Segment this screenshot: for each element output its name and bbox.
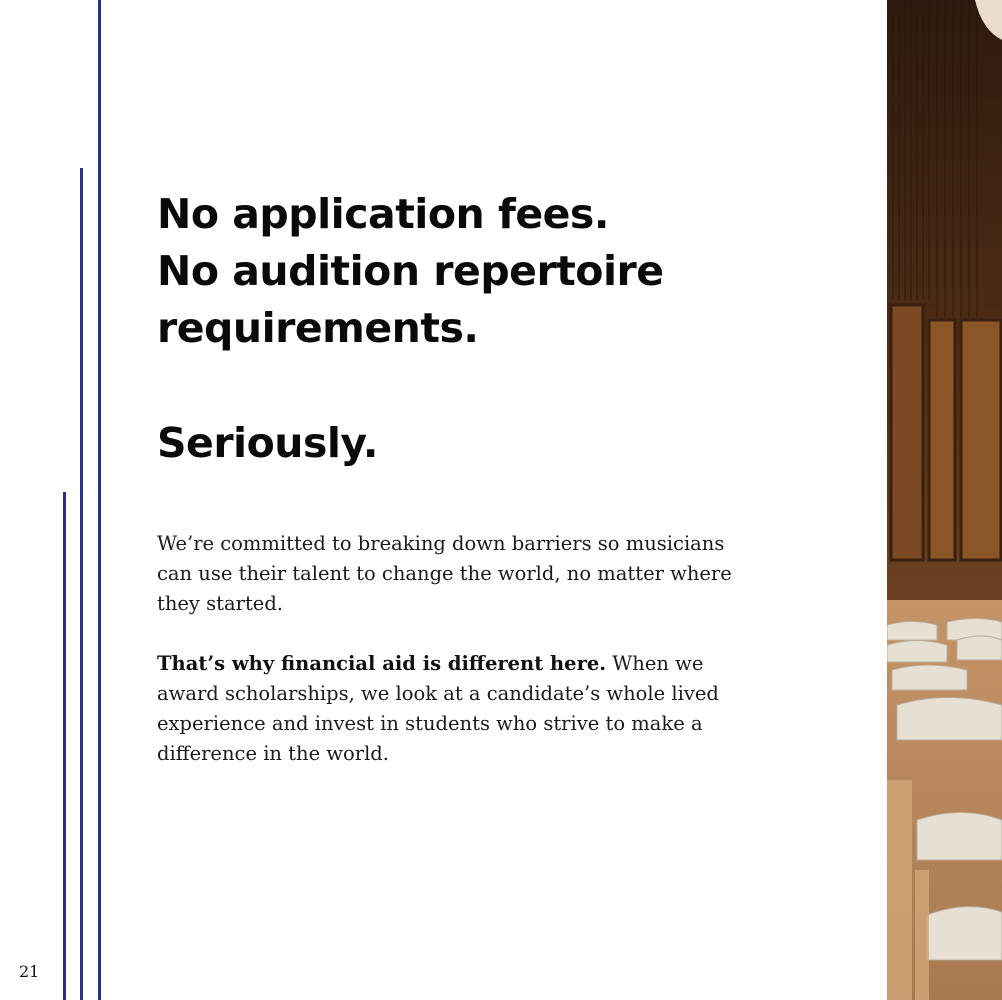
page-number: 21: [19, 962, 40, 981]
accent-line-outer: [63, 492, 66, 1000]
financial-aid-line-2: award scholarships, we look at a candidate’s whole lived: [157, 682, 719, 705]
intro-line-1: We’re committed to breaking down barriers so musicians: [157, 532, 725, 555]
headline-line-2: No audition repertoire: [157, 247, 664, 295]
accent-line-middle: [80, 168, 83, 1000]
headline-line-3: requirements.: [157, 304, 479, 352]
headline-line-1: No application fees.: [157, 190, 609, 238]
intro-paragraph: [157, 529, 732, 619]
financial-aid-lead: That’s why financial aid is different here.: [157, 652, 607, 675]
financial-aid-line-4: difference in the world.: [157, 742, 389, 765]
financial-aid-line-1-rest: When we: [606, 652, 704, 675]
intro-line-2: can use their talent to change the world, no matter where: [157, 562, 732, 585]
intro-line-3: they started.: [157, 592, 283, 615]
financial-aid-line-3: experience and invest in students who strive to make a: [157, 712, 703, 735]
emphasis-heading: Seriously.: [157, 419, 378, 467]
financial-aid-line-1: [157, 649, 732, 679]
accent-line-inner: [98, 0, 101, 1000]
concert-hall-photo: [887, 0, 1002, 1000]
financial-aid-paragraph: [157, 649, 732, 769]
headline: [157, 186, 857, 357]
